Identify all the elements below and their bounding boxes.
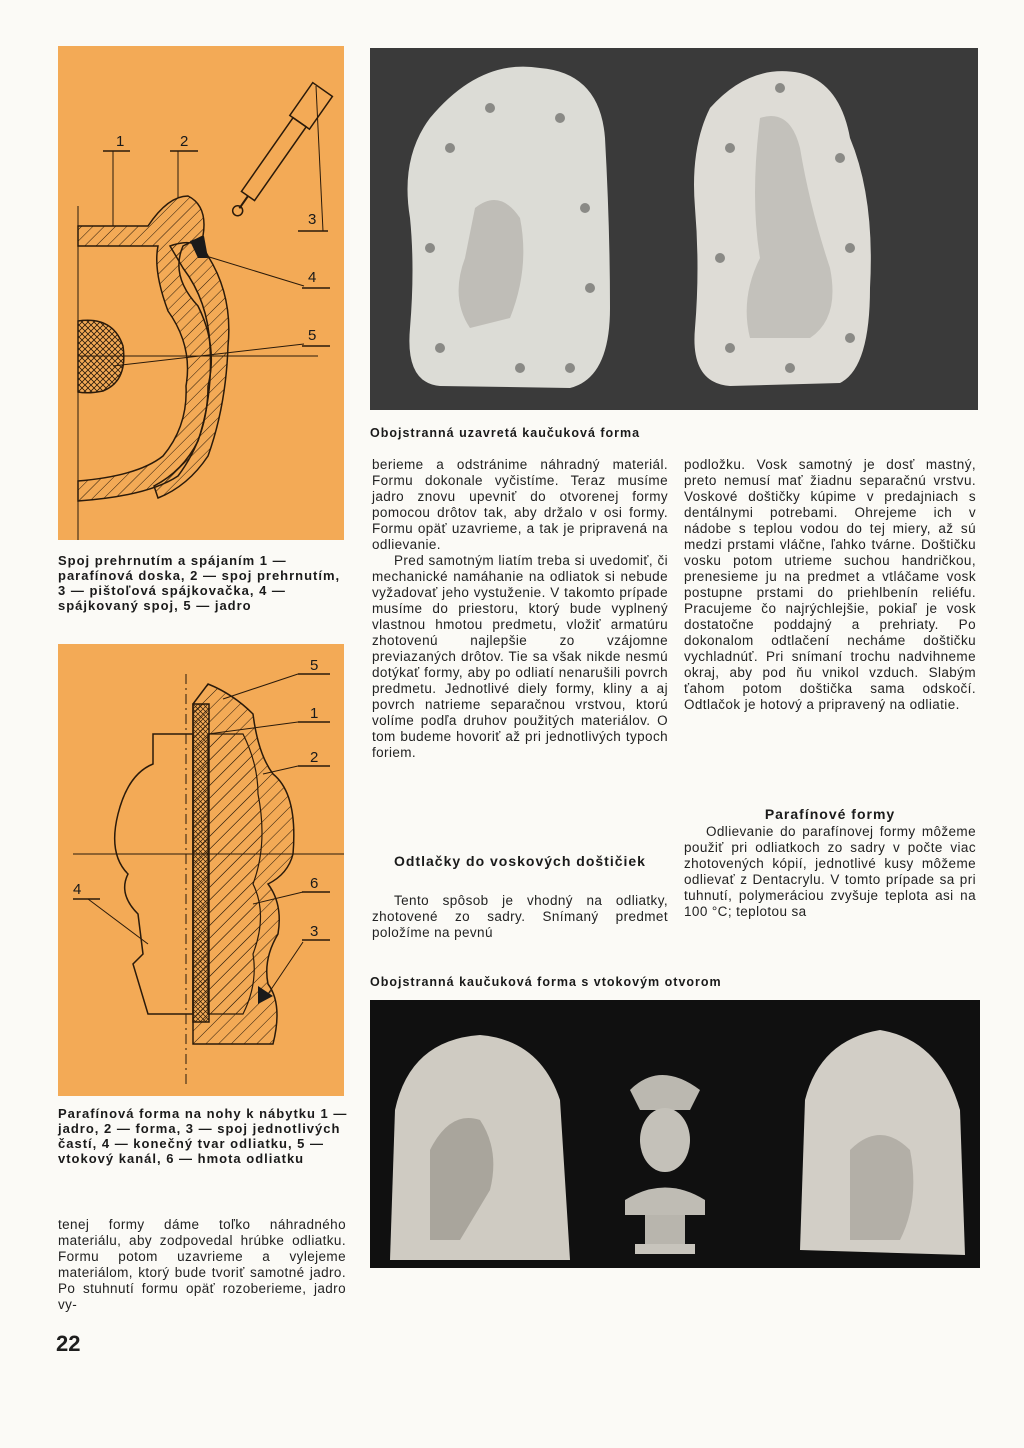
middle-column-text [372, 457, 668, 761]
right-paragraph-1: podložku. Vosk samotný je dosť mastný, preto nemusí mať žiadnu separačnú vrstvu. Voskové doštičky kúpime v predajniach s dentálnymi potrebami. Ohrejeme ich v nádobe s teplou vodou do tej miery, až sú medzi prstami vláčne, ľahko tvárne. Doštičku vosku potom utrieme suchou handričkou, prenesieme ju na predmet a vtláčame vosk postupne prstami do priehlbenín reliéfu. Pracujeme čo najrýchlejšie, pokiaľ je vosk dostatočne poddajný a prehriaty. Po dokonalom odtlačení necháme doštičku vychladnúť. Pri snímaní trochu nadvihneme okraj, aby pod ňu vnikol vzduch. Slabým ťahom potom doštička sama odskočí. Odtlačok je hotový a pripravený na odliatie. [684, 457, 976, 712]
figure-2-label: 3 [310, 923, 319, 940]
middle-paragraph-1: berieme a odstránime náhradný materiál. Formu dokonale vyčistíme. Teraz musíme jadro znovu upevniť do otvorenej formy pomocou drôtov tak, aby držalo v osi formy. Formu opäť uzavrieme, a tak je pripravená na odlievanie. [372, 457, 668, 552]
left-column-bottom-text [58, 1217, 346, 1313]
solder-joint-drawing [58, 46, 344, 540]
figure-1-label: 3 [308, 211, 317, 228]
right-paragraph-2: Odlievanie do parafínovej formy môžeme použiť pri odliatkoch zo sadry v počte viac zhotovených kópií, jednotlivé kusy môžeme odlievať z Dentacrylu. V tomto prípade sa pri tuhnutí, polymeráciou zvyšuje teplota asi na 100 °C; teplotou sa [684, 824, 976, 919]
figure-2-diagram [58, 644, 344, 1096]
figure-1-label: 2 [180, 133, 189, 150]
figure-1-diagram [58, 46, 344, 540]
figure-2-label: 4 [73, 881, 82, 898]
figure-1-label: 1 [116, 133, 125, 150]
photo-1-rubber-mould [370, 48, 978, 410]
photo-2-caption: Obojstranná kaučuková forma s vtokovým otvorom [370, 975, 722, 989]
page-number: 22 [56, 1331, 81, 1356]
figure-1-caption: Spoj prehrnutím a spájaním 1 — parafínová doska, 2 — spoj prehrnutím, 3 — pištoľová spájkovačka, 4 — spájkovaný spoj, 5 — jadro [58, 553, 341, 613]
left-paragraph-1: tenej formy dáme toľko náhradného materiálu, aby zodpovedal hrúbke odliatku. Formu potom uzavrieme a vylejeme materiálom, ktorý bude tvoriť samotné jadro. Po stuhnutí formu opäť rozoberieme, jadro vy- [58, 1217, 346, 1312]
right-column-text-lower [684, 824, 976, 920]
right-heading: Parafínové formy [764, 806, 896, 822]
middle-heading: Odtlačky do voskových doštičiek [394, 853, 646, 869]
mould-halves-illustration [370, 48, 978, 410]
middle-paragraph-3: Tento spôsob je vhodný na odliatky, zhotovené zo sadry. Snímaný predmet položíme na pevnú [372, 893, 668, 940]
right-column-text [684, 457, 976, 713]
figure-1-label: 4 [308, 269, 317, 286]
photo-2-rubber-mould-with-bust [370, 1000, 980, 1268]
figure-2-label: 5 [310, 657, 319, 674]
middle-paragraph-2: Pred samotným liatím treba si uvedomiť, či mechanické namáhanie na odliatok si nebude vyžadovať jeho vystuženie. V takomto prípade musíme do priestoru, ktorý bude vyplnený vlastnou hmotou predmetu, vložiť armatúru zhotovenú najlepšie zo vzájomne previazaných drôtov. Tie sa však nikde nesmú dotýkať formy, aby po odliatí nenarušili povrch predmetu. Jednotlivé diely formy, kliny a aj povrch natrieme separačnou vrstvou, ktorú volíme podľa druhov použitých materiálov. O tom budeme hovoriť až pri jednotlivých typoch foriem. [372, 553, 668, 760]
middle-column-text-lower [372, 893, 668, 941]
figure-2-label: 6 [310, 875, 319, 892]
photo-1-caption: Obojstranná uzavretá kaučuková forma [370, 426, 641, 440]
figure-1-label: 5 [308, 327, 317, 344]
paraffin-mould-drawing [58, 644, 344, 1096]
figure-2-label: 2 [310, 749, 319, 766]
figure-2-label: 1 [310, 705, 319, 722]
mould-and-bust-illustration [370, 1000, 980, 1268]
figure-2-caption: Parafínová forma na nohy k nábytku 1 — jadro, 2 — forma, 3 — spoj jednotlivých častí, 4 — konečný tvar odliatku, 5 — vtokový kanál, 6 — hmota odliatku [58, 1106, 348, 1166]
